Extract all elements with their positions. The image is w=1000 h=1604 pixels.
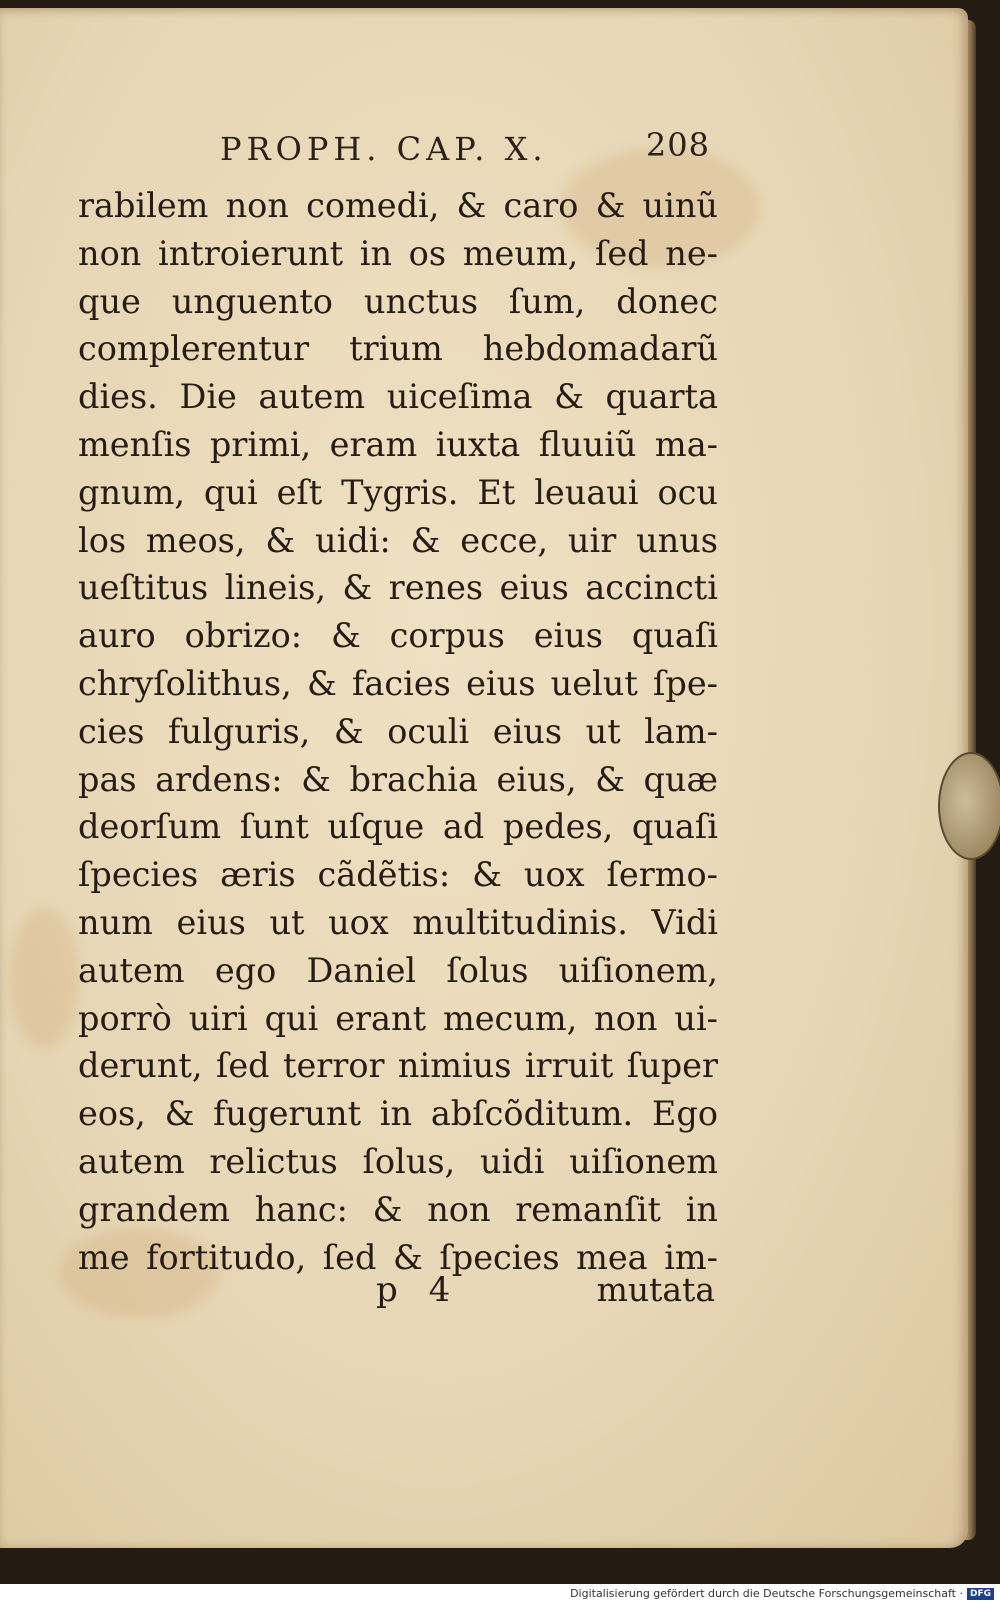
text-line: menſis primi, eram iuxta fluuiũ ma- <box>78 424 718 464</box>
text-line: non introierunt in os meum, ſed ne- <box>78 233 718 273</box>
text-line: autem ego Daniel ſolus uiſionem, <box>78 950 718 990</box>
text-line: eos, & fugerunt in abſcõditum. Ego <box>78 1094 718 1134</box>
dfg-logo-icon: DFG <box>967 1588 994 1600</box>
page-header <box>220 126 710 176</box>
text-line: chryſolithus, & facies eius uelut ſpe- <box>78 663 718 703</box>
credit-text: Digitalisierung gefördert durch die Deutsche Forschungsgemeinschaft · <box>570 1587 963 1600</box>
credit-bar <box>0 1584 1000 1604</box>
text-line: porrò uiri qui erant mecum, non ui- <box>78 998 718 1038</box>
body-text <box>78 182 718 1281</box>
text-line: me fortitudo, ſed & ſpecies mea im- <box>78 1237 718 1277</box>
text-line: rabilem non comedi, & caro & uinũ <box>78 186 718 225</box>
text-line: pas ardens: & brachia eius, & quæ <box>78 759 718 799</box>
text-line: autem relictus ſolus, uidi uiſionem <box>78 1141 718 1181</box>
text-line: ſpecies æris cãdẽtis: & uox ſermo- <box>78 855 718 895</box>
paper-stain <box>10 908 80 1048</box>
text-line: derunt, ſed terror nimius irruit ſuper <box>78 1046 718 1086</box>
text-line: ueſtitus lineis, & renes eius accincti <box>78 568 718 608</box>
text-line: los meos, & uidi: & ecce, uir unus <box>78 520 718 560</box>
text-line: auro obrizo: & corpus eius quaſi <box>78 616 718 656</box>
book-page <box>0 8 968 1548</box>
running-head: PROPH. CAP. X. <box>220 130 548 168</box>
text-line: que unguento unctus ſum, donec <box>78 281 718 321</box>
text-line: dies. Die autem uiceſima & quarta <box>78 377 718 417</box>
text-line: gnum, qui eſt Tygris. Et leuaui ocu <box>78 472 718 512</box>
text-line: complerentur trium hebdomadarũ <box>78 329 718 369</box>
text-line: num eius ut uox multitudinis. Vidi <box>78 902 718 942</box>
book-clasp <box>938 752 1000 860</box>
catchword: mutata <box>596 1270 715 1309</box>
page-number: 208 <box>645 126 710 164</box>
page-footer <box>370 1270 715 1320</box>
text-line: grandem hanc: & non remanſit in <box>78 1189 718 1229</box>
signature-mark: p 4 <box>376 1270 461 1310</box>
text-line: cies fulguris, & oculi eius ut lam- <box>78 711 718 751</box>
text-line: deorſum ſunt uſque ad pedes, quaſi <box>78 807 718 847</box>
